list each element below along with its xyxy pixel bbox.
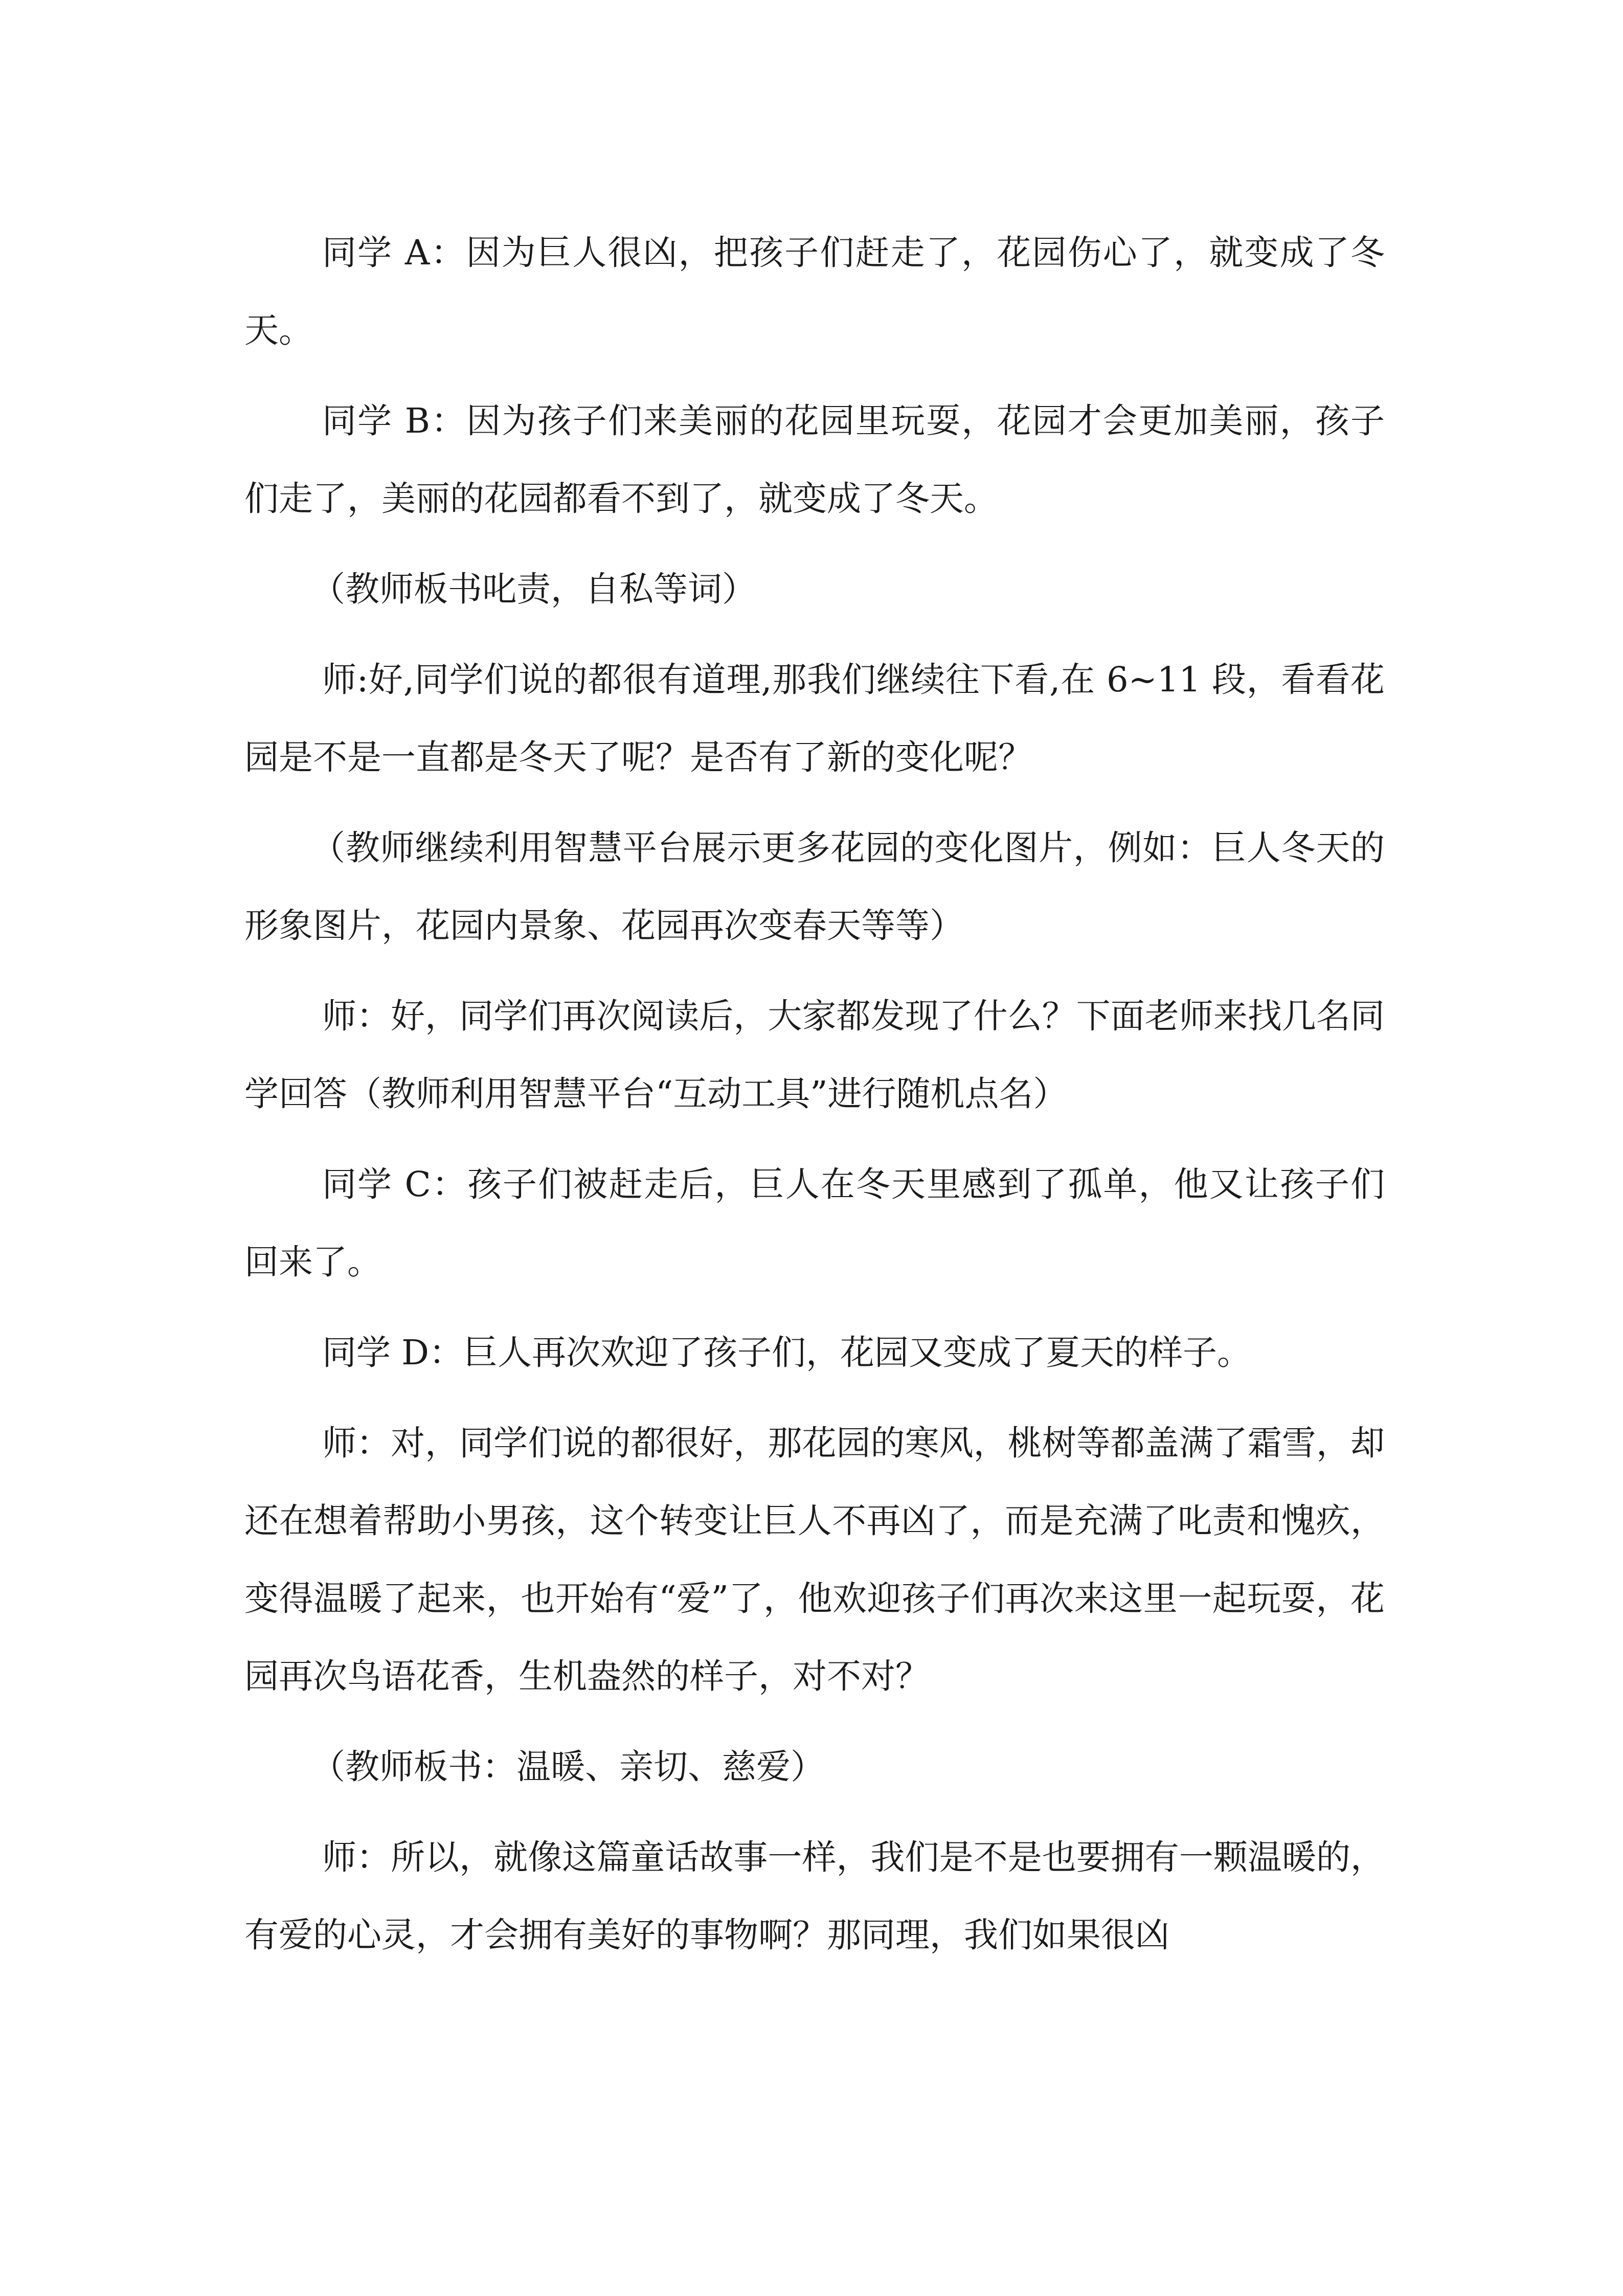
paragraph-board-note-2: （教师板书：温暖、亲切、慈爱） bbox=[311, 1747, 825, 1787]
paragraph-teacher-4: 师：所以，就像这篇童话故事一样，我们是不是也要拥有一颗温暖的，有爱的心灵，才会拥有美好的事物啊？那同理，我们如果很凶 bbox=[244, 1837, 1385, 1955]
paragraph-student-a: 同学 A：因为巨人很凶，把孩子们赶走了，花园伤心了，就变成了冬天。 bbox=[244, 233, 1385, 350]
paragraph-teacher-3: 师：对，同学们说的都很好，那花园的寒风，桃树等都盖满了霜雪，却还在想着帮助小男孩，这个转变让巨人不再凶了，而是充满了叱责和愧疚，变得温暖了起来，也开始有“爱”了，他欢迎孩子们再次来这里一起玩耍，花园再次鸟语花香，生机盎然的样子，对不对？ bbox=[244, 1423, 1385, 1696]
paragraph-board-note-1: （教师板书叱责，自私等词） bbox=[311, 569, 756, 609]
document-body bbox=[244, 214, 1385, 1987]
paragraph-student-d: 同学 D：巨人再次欢迎了孩子们，花园又变成了夏天的样子。 bbox=[322, 1333, 1252, 1372]
paragraph-teacher-action-1: （教师继续利用智慧平台展示更多花园的变化图片，例如：巨人冬天的形象图片，花园内景象、花园再次变春天等等） bbox=[244, 828, 1385, 946]
paragraph-teacher-1: 师:好,同学们说的都很有道理,那我们继续往下看,在 6~11 段，看看花园是不是一直都是冬天了呢？是否有了新的变化呢？ bbox=[244, 660, 1385, 777]
paragraph-teacher-2: 师：好，同学们再次阅读后，大家都发现了什么？下面老师来找几名同学回答（教师利用智慧平台“互动工具”进行随机点名） bbox=[244, 996, 1385, 1114]
paragraph-student-c: 同学 C：孩子们被赶走后，巨人在冬天里感到了孤单，他又让孩子们回来了。 bbox=[244, 1164, 1385, 1282]
paragraph-student-b: 同学 B：因为孩子们来美丽的花园里玩耍，花园才会更加美丽，孩子们走了，美丽的花园都看不到了，就变成了冬天。 bbox=[244, 401, 1385, 519]
